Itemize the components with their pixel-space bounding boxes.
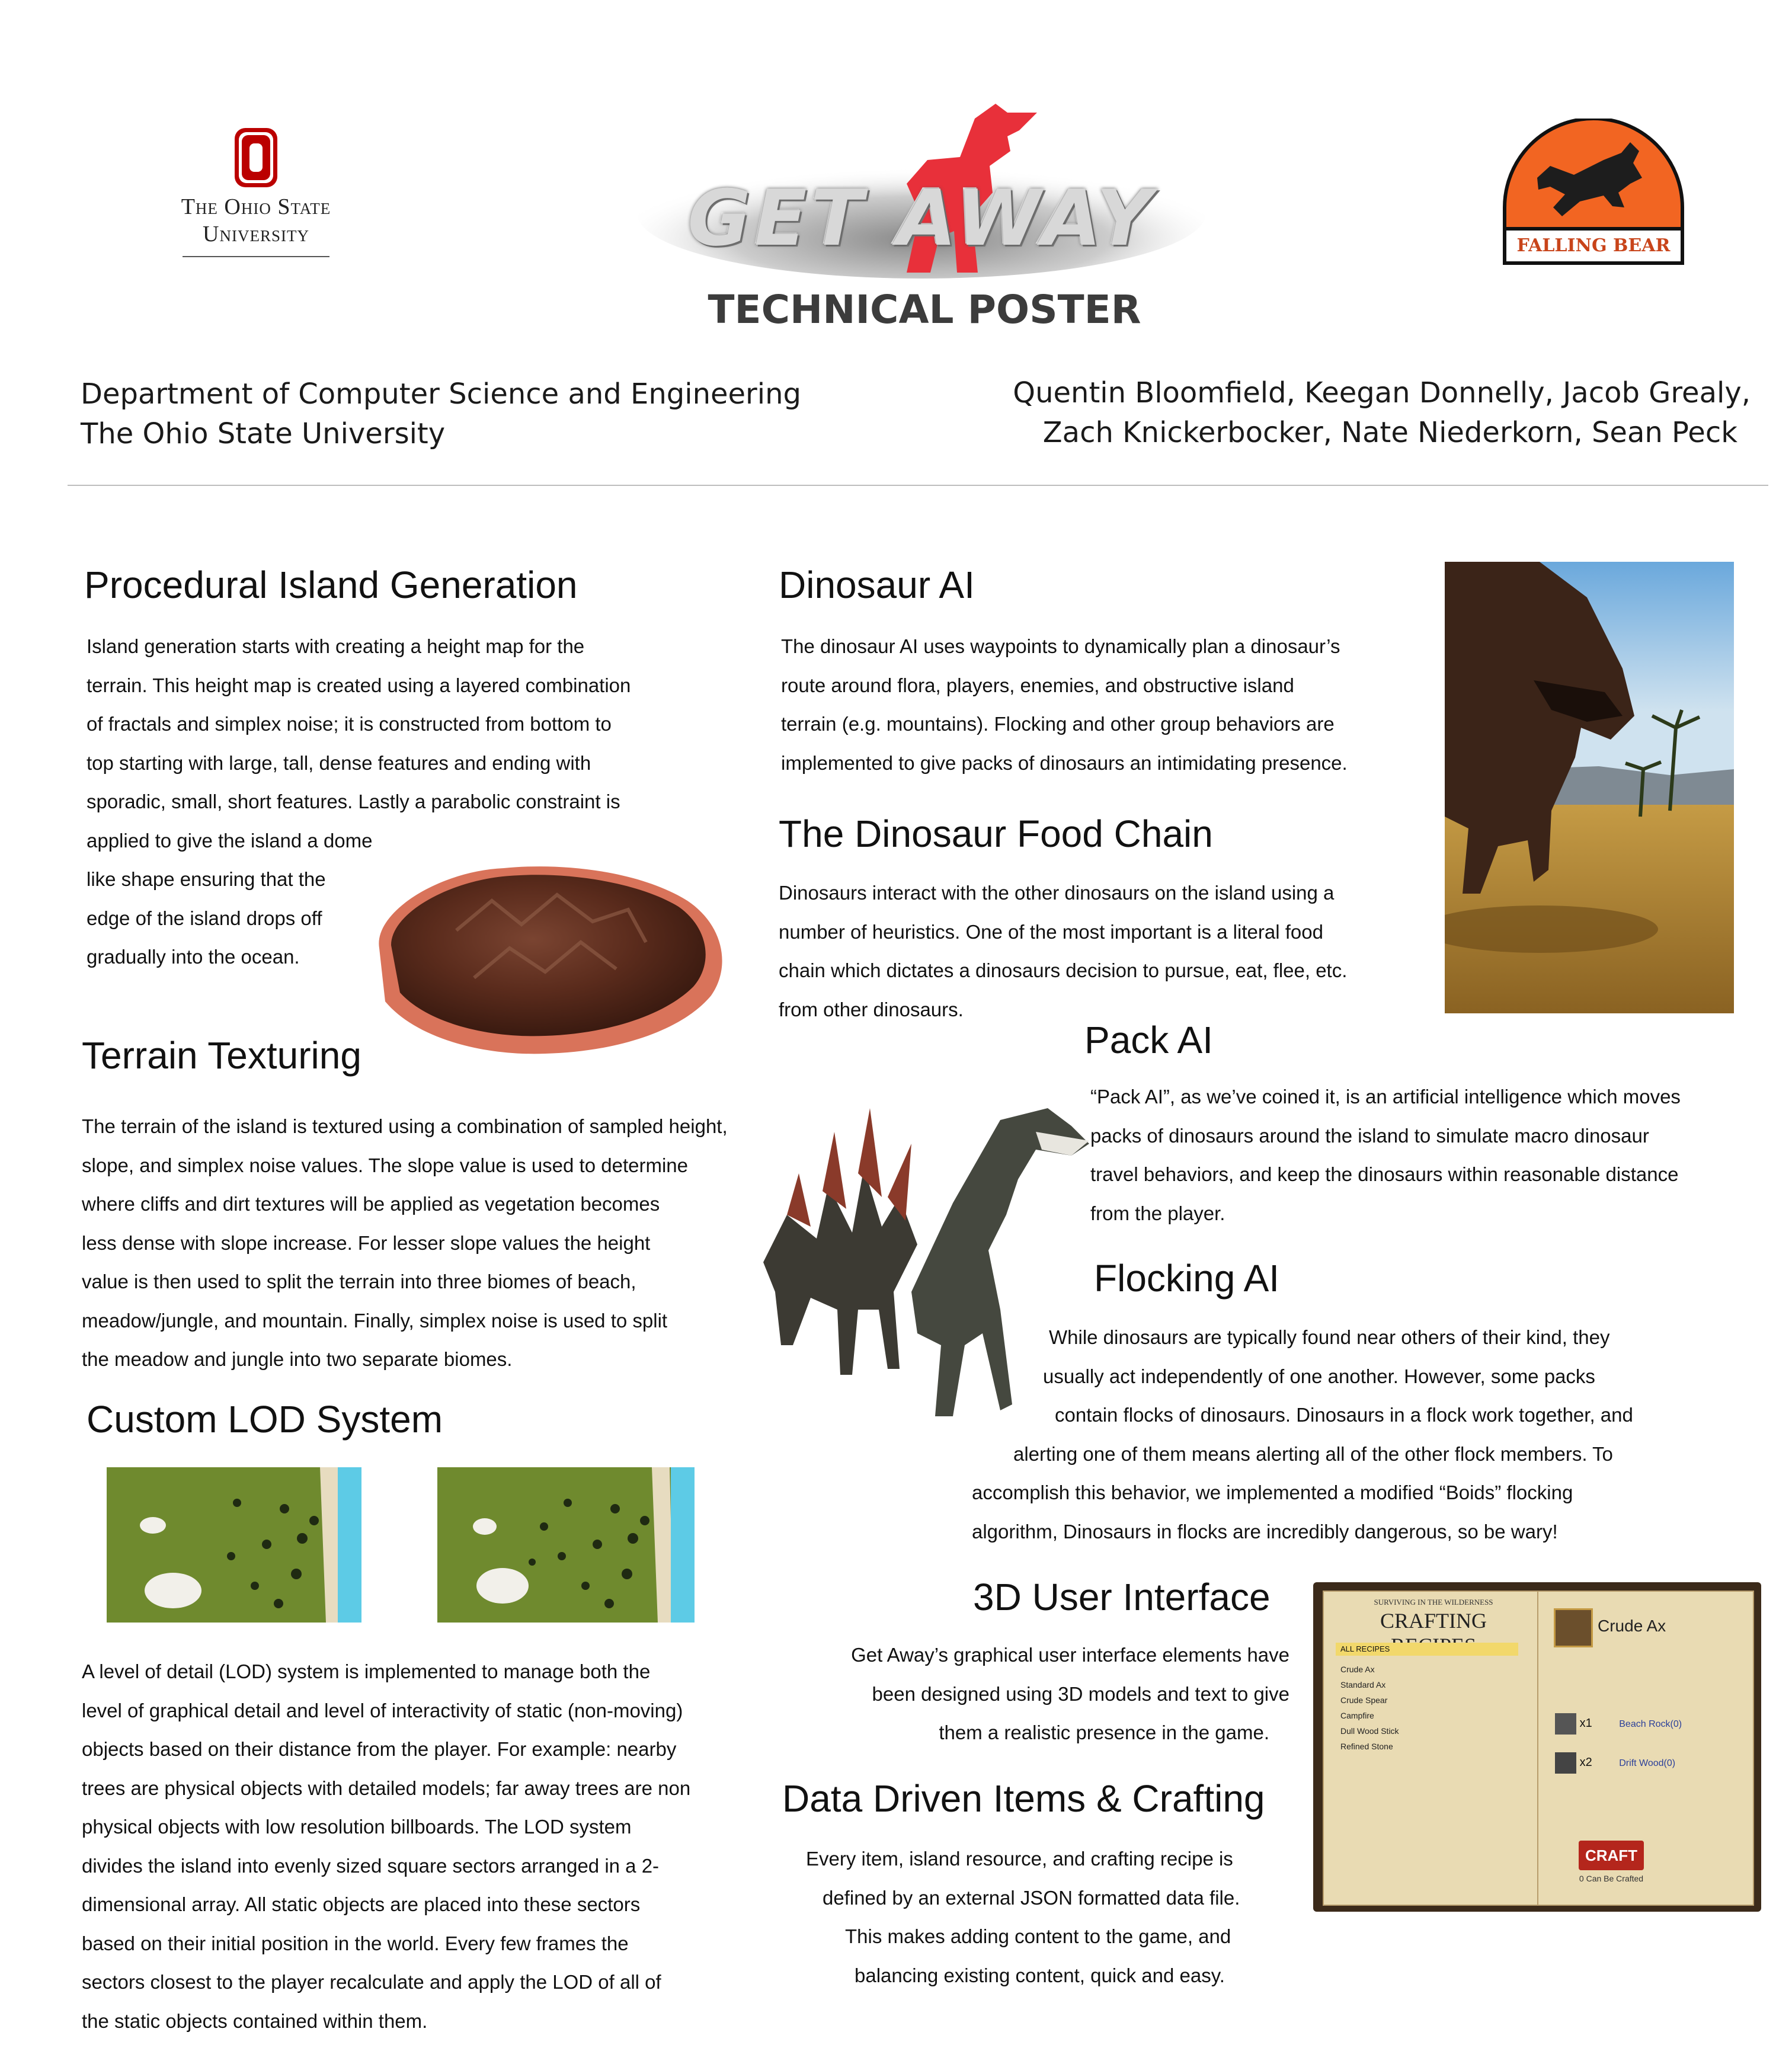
section-body-pack-ai: “Pack AI”, as we’ve coined it, is an artificial intelligence which moves packs of dinosaurs around the island to simulate macro dinosaur travel behaviors, and keep the dinosaurs within reasonable distance from the player. [1090,1086,1681,1224]
crafting-ui-screenshot [1313,1582,1761,1912]
section-body-dino-ai: The dinosaur AI uses waypoints to dynamically plan a dinosaur’s route around flora, players, enemies, and obstructive island terrain (e.g. mountains). Flocking and other group behaviors are implemented to give packs of dinosaurs an intimidating presence. [781,635,1348,774]
section-title-dino-ai: Dinosaur AI [779,564,975,606]
department-line: Department of Computer Science and Engineering [81,377,802,411]
university-line: The Ohio State University [81,417,446,450]
authors-block [1013,373,1751,453]
university-name: The Ohio State University [181,194,331,247]
craft-button[interactable]: CRAFT [1579,1841,1644,1870]
logo-underline [183,256,329,257]
recipe-list [1340,1662,1399,1754]
section-title-crafting: Data Driven Items & Crafting [782,1777,1265,1820]
recipe-item[interactable]: Dull Wood Stick [1340,1726,1399,1736]
section-body-3d-ui: Get Away’s graphical user interface elements have been designed using 3D models and text to give them a realistic presence in the game. [851,1644,1289,1743]
book-heading: CRAFTING [1380,1609,1487,1633]
osu-block-o-icon [233,127,279,188]
section-body-flocking-ai: While dinosaurs are typically found near others of their kind, they usually act independently of one another. However, some packs contain flocks of dinosaurs. Dinosaurs in a flock work together, and alerting one of them means alerting all of the other flock members. To accomplish this behavior, we implemented a modified “Boids” flocking algorithm, Dinosaurs in flocks are incredibly dangerous, so be wary! [972,1326,1633,1543]
section-title-flocking-ai: Flocking AI [1094,1257,1280,1300]
book-caption: SURVIVING IN THE WILDERNESS [1374,1598,1493,1607]
ingredient-list [1555,1704,1733,1783]
ingredient-row: x1 Beach Rock(0) [1555,1704,1733,1743]
studio-name: FALLING BEAR [1516,235,1671,256]
recipe-item[interactable]: Crude Spear [1340,1695,1388,1705]
beach-rock-icon [1555,1713,1576,1735]
section-body-crafting: Every item, island resource, and crafting recipe is defined by an external JSON formatted data file. This makes adding content to the game, and balancing existing content, quick and easy. [806,1848,1240,1986]
island-heightmap-image [367,847,735,1061]
section-body-island: Island generation starts with creating a height map for the terrain. This height map is created using a layered combination of fractals and simplex noise; it is constructed from bottom to top starting with large, tall, dense features and ending with sporadic, small, short features. Lastly a parabolic constraint is applied to give the island a dome like shape ensuring that the edge of the island drops off gradually into the ocean. [87,635,631,968]
selected-item-name: Crude Ax [1598,1617,1666,1635]
crude-ax-icon [1554,1608,1593,1647]
header-divider [68,485,1768,486]
lod-screenshot-far [437,1467,695,1623]
authors-line: Zach Knickerbocker, Nate Niederkorn, Sean Peck [1042,416,1737,449]
recipe-item[interactable]: Crude Ax [1340,1665,1375,1674]
section-title-island: Procedural Island Generation [84,564,578,606]
section-title-food-chain: The Dinosaur Food Chain [779,812,1213,855]
section-body-lod: A level of detail (LOD) system is implemented to manage both the level of graphical detail and level of interactivity of static (non-moving) objects based on their distance from the player. For example: nearby trees are physical objects with detailed models; far away trees are non physical objects with low resolution billboards. The LOD system divides the island into evenly sized square sectors arranged in a 2- dimensional array. All static objects are placed into these sectors based on their initial position in the world. Every few frames the sectors closest to the player recalculate and apply the LOD of all of the static objects contained within them. [82,1660,691,2032]
section-title-texturing: Terrain Texturing [82,1034,361,1077]
recipe-item[interactable]: Campfire [1340,1711,1374,1720]
all-recipes-tab[interactable]: ALL RECIPES [1336,1643,1518,1656]
t-rex-screenshot [1445,562,1734,1013]
department-block [81,375,801,454]
section-title-pack-ai: Pack AI [1084,1019,1213,1061]
poster-subtitle: TECHNICAL POSTER [708,287,1141,332]
falling-bear-logo [1503,119,1684,267]
book-spine [1537,1592,1538,1905]
craftable-count: 0 Can Be Crafted [1579,1874,1644,1883]
section-body-texturing: The terrain of the island is textured using a combination of sampled height, slope, and simplex noise values. The slope value is used to determine where cliffs and dirt textures will be applied as vegetation becomes less dense with slope increase. For lesser slope values the height value is then used to split the terrain into three biomes of beach, meadow/jungle, and mountain. Finally, simplex noise is used to split the meadow and jungle into two separate biomes. [82,1115,728,1370]
ingredient-row: x2 Drift Wood(0) [1555,1743,1733,1783]
authors-line: Quentin Bloomfield, Keegan Donnelly, Jacob Grealy, [1013,376,1751,409]
osu-logo [102,127,410,269]
drift-wood-icon [1555,1752,1576,1774]
lod-screenshot-near [107,1467,361,1623]
game-title: GET AWAY [687,173,1156,263]
section-title-lod: Custom LOD System [87,1398,443,1441]
section-title-3d-ui: 3D User Interface [973,1576,1271,1618]
section-body-food-chain: Dinosaurs interact with the other dinosaurs on the island using a number of heuristics. One of the most important is a literal food chain which dictates a dinosaurs decision to pursue, eat, flee, etc. from other dinosaurs. [779,882,1348,1020]
recipe-item[interactable]: Refined Stone [1340,1742,1393,1751]
crafting-book [1323,1591,1754,1906]
recipe-item[interactable]: Standard Ax [1340,1680,1386,1689]
